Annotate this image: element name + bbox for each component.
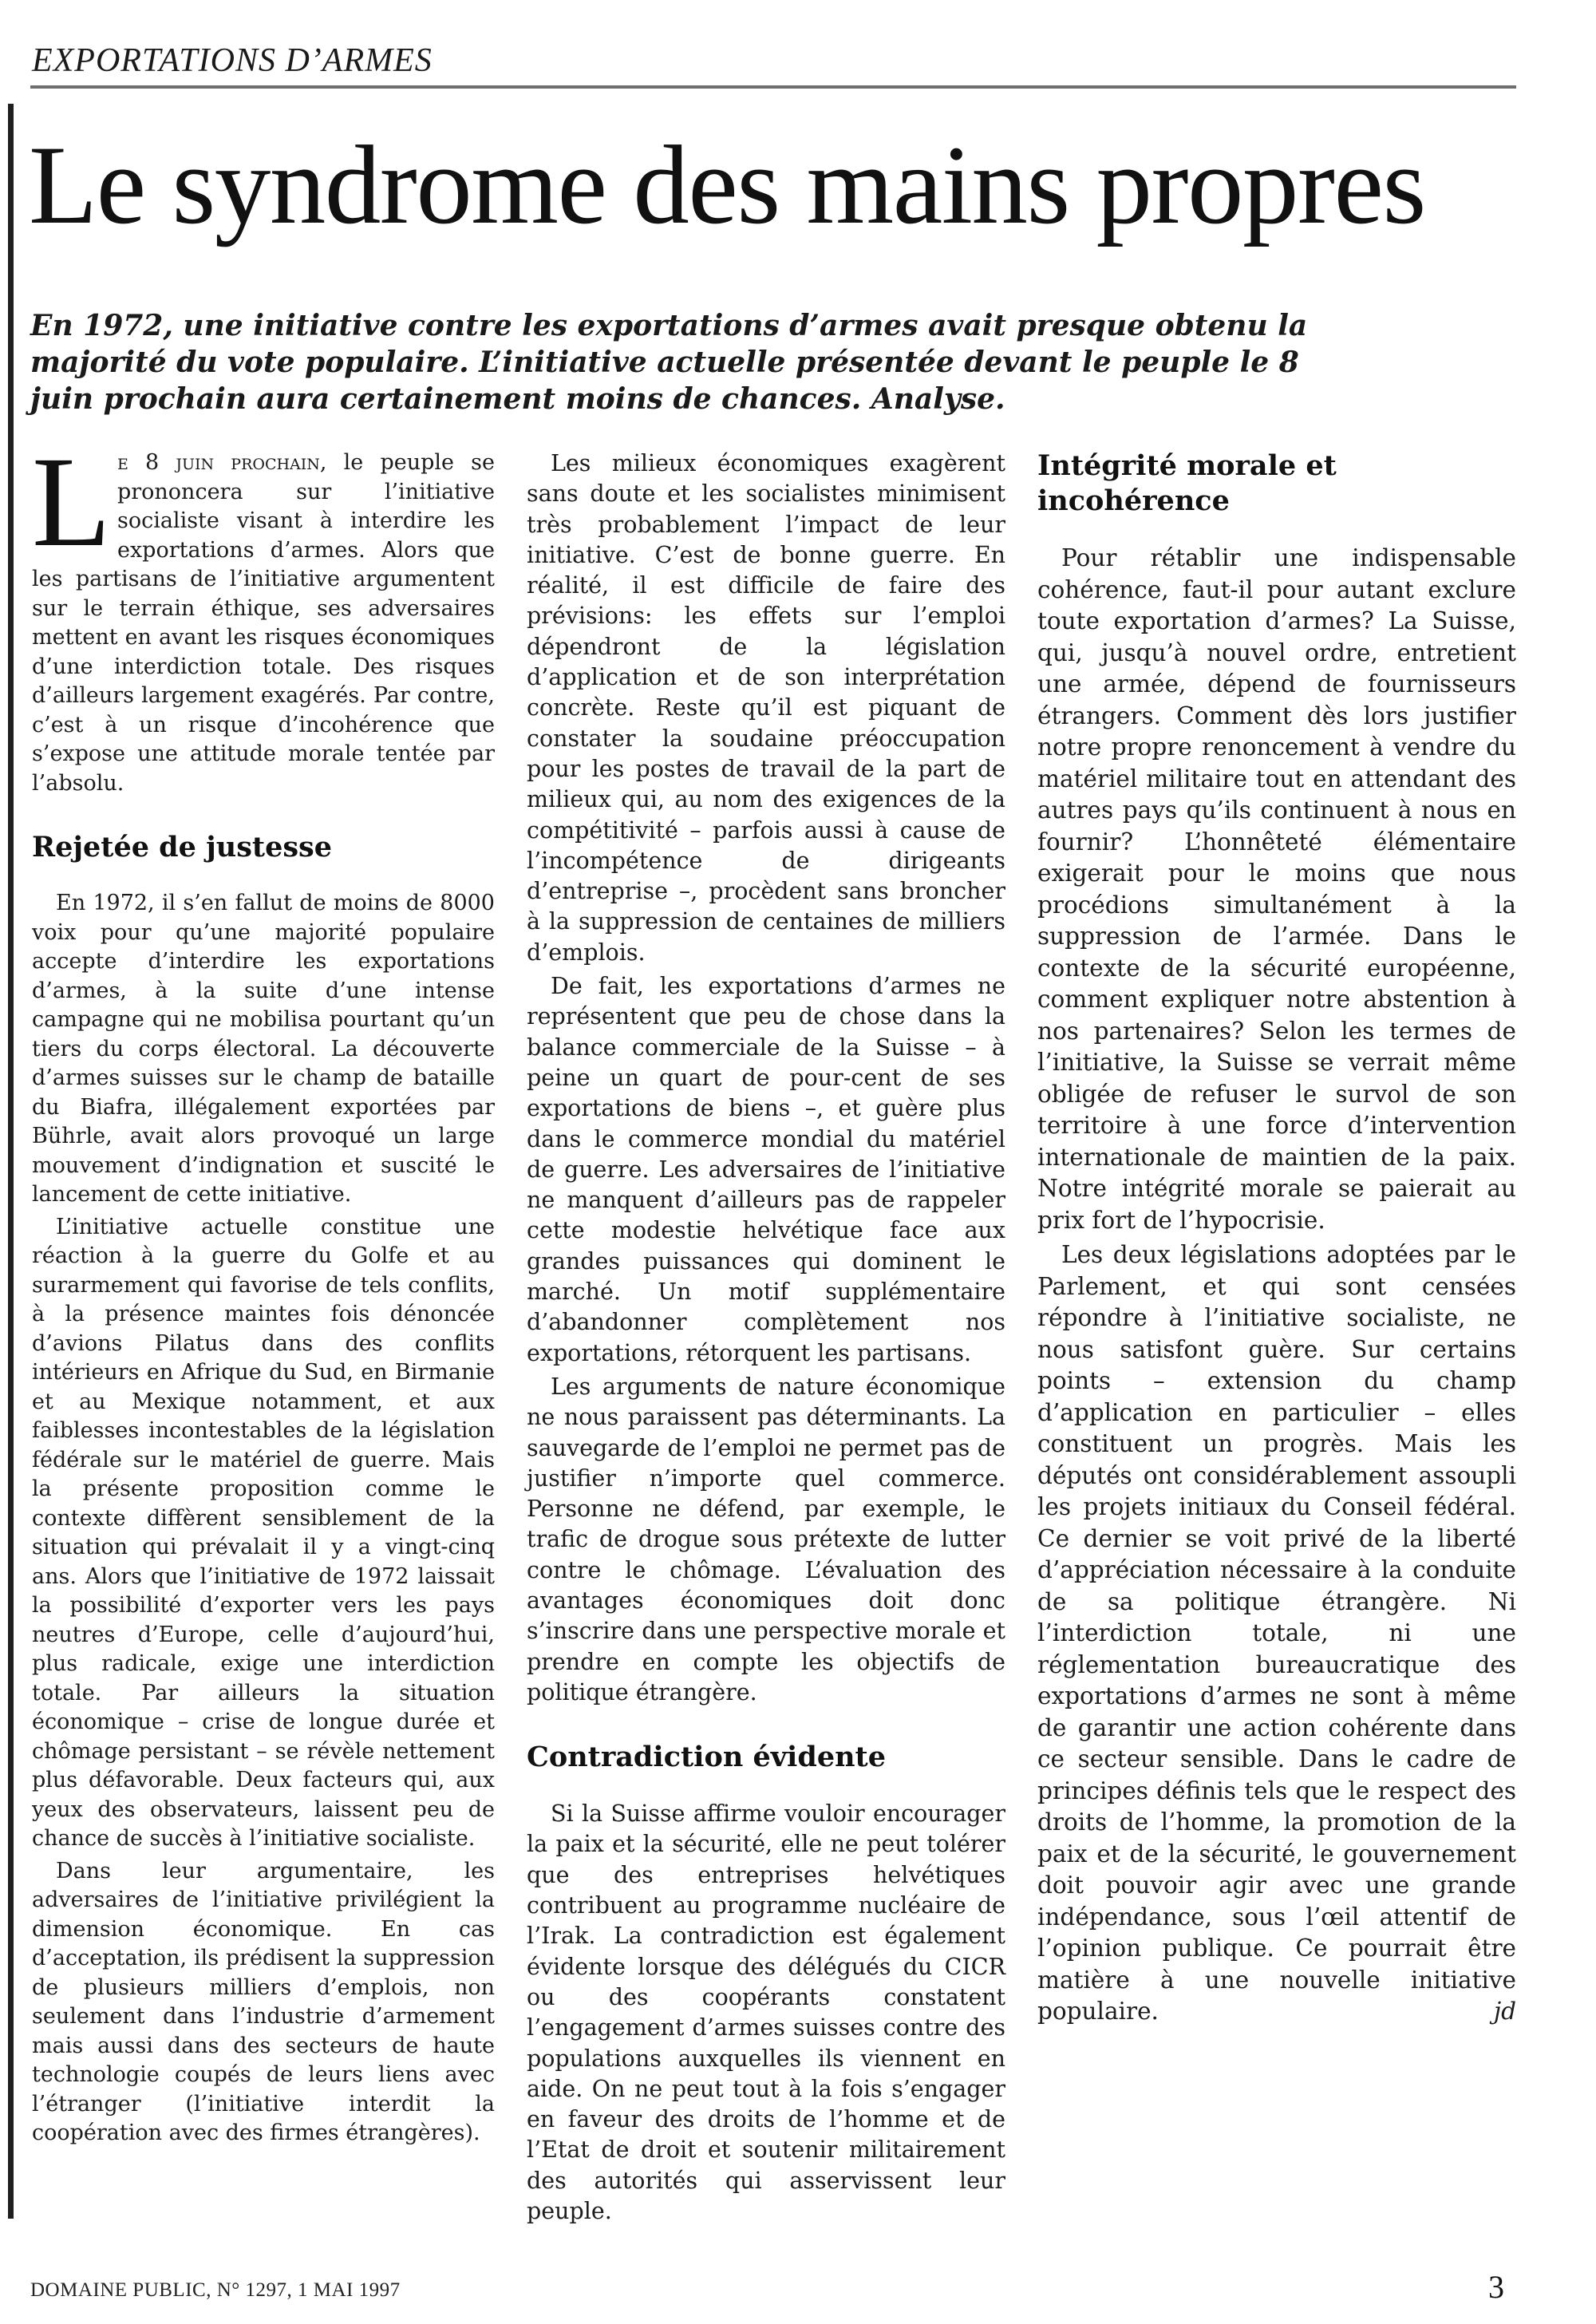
column-1 [32, 431, 496, 2148]
column-3 [1037, 449, 1516, 2028]
drop-cap: L [32, 431, 111, 574]
paragraph: Les arguments de nature économique ne nous paraissent pas déterminants. La sauvegarde de l’emploi ne permet pas de justifier n’importe quel commerce. Personne ne défend, par exemple, le trafic de drogue sous prétexte de lutter contre le chômage. L’évaluation des avantages économiques doit donc s’inscrire dans une perspective morale et prendre en compte les objectifs de politique étrangère. [527, 1373, 1005, 1705]
paragraph: Pour rétablir une indispensable cohérence, faut-il pour autant exclure toute exportation d’armes? La Suisse, qui, jusqu’à nouvel ordre, entretient une armée, dépend de fournisseurs étrangers. Comment dès lors justifier notre propre renoncement à vendre du matériel militaire tout en attendant des autres pays qu’ils continuent à nous en fournir? L’honnêteté élémentaire exigerait pour le moins que nous procédions simultanément à la suppression de l’armée. Dans le contexte de la sécurité européenne, comment expliquer notre abstention à nos partenaires? Selon les termes de l’initiative, la Suisse se verrait même obligée de refuser le survol de son territoire à une force d’intervention internationale de maintien de la paix. Notre intégrité morale se paierait au prix fort de l’hypocrisie. [1037, 544, 1516, 1234]
paragraph: En 1972, il s’en fallut de moins de 8000 voix pour qu’une majorité populaire accepte d’interdire les exportations d’armes, à la suite d’une intense campagne qui ne mobilisa pourtant qu’un tiers du corps électoral. La découverte d’armes suisses sur le champ de bataille du Biafra, illégalement exportées par Bührle, avait alors provoqué un large mouvement d’indignation et suscité le lancement de cette initiative. [32, 891, 495, 1207]
paragraph-text: Les deux législations adoptées par le Parlement, et qui sont censées répondre à l’initiative socialiste, ne nous satisfont guère. Sur certains points – extension du champ d’application en particulier – elles constituent un progrès. Mais les députés ont considérablement assoupli les projets initiaux du Conseil fédéral. Ce dernier se voit privé de la liberté d’appréciation nécessaire à la conduite de sa politique étrangère. Ni l’interdiction totale, ni une réglementation bureaucratique des exportations d’armes ne sont à même de garantir une action cohérente dans ce secteur sensible. Dans le cadre de principes définis tels que le respect des droits de l’homme, la promotion de la paix et de la sécurité, le gouvernement doit pouvoir agir avec une grande indépendance, sous l’œil attentif de l’opinion publique. Ce pourrait être matière à une nouvelle initiative populaire. [1037, 1241, 1516, 2025]
left-margin-rule [8, 104, 14, 2219]
opening-paragraph [32, 431, 496, 798]
paragraph [1037, 1239, 1516, 2028]
article-title: Le syndrome des mains propres [29, 123, 1425, 247]
opening-text: , le peuple se prononcera sur l’initiative socialiste visant à interdire les exportations d’armes. Alors que les partisans de l’initiative argumentent sur le terrain éthique, ses adversaires mettent en avant les risques économiques d’une interdiction totale. Des risques d’ailleurs largement exagérés. Par contre, c’est à un risque d’incohérence que s’expose une attitude morale tentée par l’absolu. [32, 450, 496, 796]
paragraph: De fait, les exportations d’armes ne représentent que peu de chose dans la balance commerciale de la Suisse – à peine un quart de pour-cent de ses exportations de biens –, et guère plus dans le commerce mondial du matériel de guerre. Les adversaires de l’initiative ne manquent d’ailleurs pas de rappeler cette modestie helvétique face aux grandes puissances qui dominent le marché. Un motif supplémentaire d’abandonner complètement nos exportations, rétorquent les partisans. [527, 973, 1005, 1366]
column-2 [527, 449, 1005, 2227]
opening-smallcaps: e 8 juin prochain [117, 450, 320, 475]
subheading-rejetee: Rejetée de justesse [32, 831, 333, 864]
author-signature: jd [1493, 1998, 1516, 2025]
header-rule [30, 85, 1516, 89]
paragraph: Si la Suisse affirme vouloir encourager la paix et la sécurité, elle ne peut tolérer que des entreprises helvétiques contribuent au programme nucléaire de l’Irak. La contradiction est également évidente lorsque des délégués du CICR ou des coopérants constatent l’engagement d’armes suisses contre des populations auxquelles ils viennent en aide. On ne peut tout à la fois s’engager en faveur des droits de l’homme et de l’Etat de droit et soutenir militairement des autorités qui asservissent leur peuple. [527, 1800, 1005, 2225]
page-number: 3 [1488, 2269, 1504, 2305]
subheading-integrite: Intégrité morale et incohérence [1037, 449, 1337, 517]
footer-publication: DOMAINE PUBLIC, N° 1297, 1 MAI 1997 [30, 2279, 401, 2301]
paragraph: Dans leur argumentaire, les adversaires de l’initiative privilégient la dimension économique. En cas d’acceptation, ils prédisent la suppression de plusieurs milliers d’emplois, non seulement dans l’industrie d’armement mais aussi dans des secteurs de haute technologie coupés de leurs liens avec l’étranger (l’initiative interdit la coopération avec des firmes étrangères). [32, 1858, 495, 2145]
section-kicker: EXPORTATIONS D’ARMES [32, 42, 433, 79]
paragraph: L’initiative actuelle constitue une réaction à la guerre du Golfe et au surarmement qui favorise de tels conflits, à la présence maintes fois dénoncée d’avions Pilatus dans des conflits intérieurs en Afrique du Sud, en Birmanie et au Mexique notamment, et aux faiblesses incontestables de la législation fédérale sur le matériel de guerre. Mais la présente proposition comme le contexte diffèrent sensiblement de la situation qui prévalait il y a vingt-cinq ans. Alors que l’initiative de 1972 laissait la possibilité d’exporter vers les pays neutres d’Europe, celle d’aujourd’hui, plus radicale, exige une interdiction totale. Par ailleurs la situation économique – crise de longue durée et chômage persistant – se révèle nettement plus défavorable. Deux facteurs qui, aux yeux des observateurs, laissent peu de chance de succès à l’initiative socialiste. [32, 1214, 495, 1851]
paragraph: Les milieux économiques exagèrent sans doute et les socialistes minimisent très probablement l’impact de leur initiative. C’est de bonne guerre. En réalité, il est difficile de faire des prévisions: les effets sur l’emploi dépendront de la législation d’application et de son interprétation concrète. Reste qu’il est piquant de constater la soudaine préoccupation pour les postes de travail de la part de milieux qui, au nom des exigences de la compétitivité – parfois aussi à cause de l’incompétence de dirigeants d’entreprise –, procèdent sans broncher à la suppression de centaines de milliers d’emplois. [527, 450, 1005, 966]
subheading-contradiction: Contradiction évidente [527, 1741, 886, 1774]
article-lead: En 1972, une initiative contre les exportations d’armes avait presque obtenu la majorité du vote populaire. L’initiative actuelle présentée devant le peuple le 8 juin prochain aura certainement moins de chances. Analyse. [30, 309, 1308, 416]
